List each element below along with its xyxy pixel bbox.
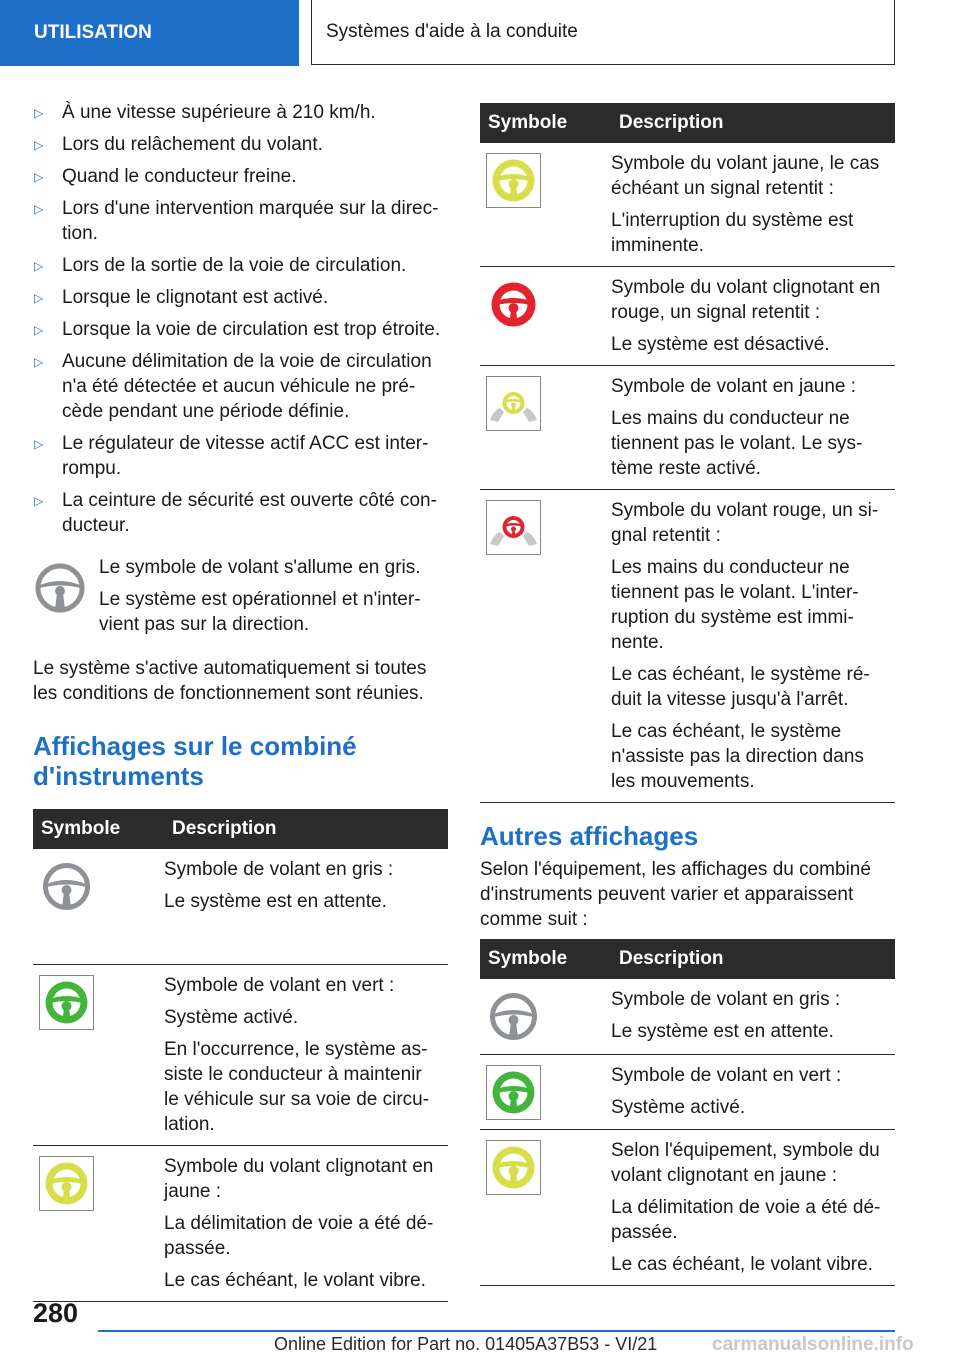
table-row <box>480 1129 895 1285</box>
description-line: La délimitation de voie a été dépassée. <box>611 1196 881 1243</box>
description-line: Système activé. <box>164 1006 299 1028</box>
description-line: Le système est en attente. <box>611 1021 834 1042</box>
list-item: ▷ La ceinture de sécurité est ouverte côté conducteur. <box>34 490 437 536</box>
bullet-triangle-icon: ▷ <box>34 355 44 369</box>
steering-wheel-gray-icon <box>33 561 87 615</box>
description-line: Le cas échéant, le volant vibre. <box>164 1269 426 1291</box>
bullet-triangle-icon: ▷ <box>34 259 44 273</box>
list-item: ▷ Aucune délimitation de la voie de circulation n'a été détectée et aucun véhicule ne précède pendant une période définie. <box>34 351 432 422</box>
description-line: Symbole du volant jaune, le cas échéant un signal retentit : <box>611 153 880 199</box>
page-header <box>0 0 960 66</box>
note-line: Le symbole de volant s'allume en gris. <box>99 557 421 578</box>
deactivation-conditions-list <box>33 100 448 545</box>
description-line: Le cas échéant, le système réduit la vitesse jusqu'à l'arrêt. <box>611 664 870 710</box>
list-item: ▷ Lorsque la voie de circulation est trop étroite. <box>33 317 448 342</box>
note-line: Le système est opérationnel et n'intervient pas sur la direction. <box>99 589 421 635</box>
chapter-title: Systèmes d'aide à la conduite <box>311 0 895 65</box>
description-line: Symbole de volant en vert : <box>164 974 395 996</box>
table-row <box>480 143 895 267</box>
description-line: Symbole de volant en gris : <box>611 989 841 1010</box>
table-row <box>33 964 448 1145</box>
bullet-triangle-icon: ▷ <box>34 138 44 152</box>
watermark: carmanualsonline.info <box>712 1334 914 1355</box>
description-line: Le cas échéant, le système n'assiste pas la direction dans les mouvements. <box>611 721 864 792</box>
col-header-description: Description <box>611 103 895 143</box>
description-line: Les mains du conducteur ne tiennent pas le volant. Le système reste activé. <box>611 408 863 479</box>
list-item: ▷ Lors du relâchement du volant. <box>33 132 448 157</box>
alert-symbols-table <box>480 103 895 803</box>
table-row <box>33 1145 448 1301</box>
list-item: ▷ À une vitesse supérieure à 210 km/h. <box>33 100 448 125</box>
description-line: Les mains du conducteur ne tiennent pas le volant. L'interruption du système est imminente. <box>611 557 859 653</box>
steering-wheel-hands-yellow-icon <box>486 376 541 431</box>
description-line: Symbole du volant clignotant en jaune : <box>164 1155 434 1202</box>
section-title: UTILISATION <box>0 0 299 66</box>
description-line: Symbole du volant clignotant en rouge, un signal retentit : <box>611 277 881 323</box>
auto-activation-paragraph: Le système s'active automatiquement si toutes les conditions de fonctionnement sont réunies. <box>33 658 427 704</box>
list-item: ▷ Lorsque le clignotant est activé. <box>33 285 448 310</box>
other-displays-heading: Autres affichages <box>480 821 699 851</box>
description-line: En l'occurrence, le système assiste le conducteur à maintenir le véhicule sur sa voie de circulation. <box>164 1038 430 1135</box>
description-line: La délimitation de voie a été dépassée. <box>164 1212 434 1259</box>
description-line: Le système est en attente. <box>164 891 387 912</box>
bullet-triangle-icon: ▷ <box>34 437 44 451</box>
description-line: Symbole de volant en vert : <box>611 1064 842 1086</box>
table-row <box>480 366 895 490</box>
list-item: ▷ Lors d'une intervention marquée sur la direction. <box>34 198 439 244</box>
bullet-triangle-icon: ▷ <box>34 323 44 337</box>
table-row <box>480 979 895 1054</box>
cluster-heading: Affichages sur le combiné d'instruments <box>33 731 357 791</box>
steering-wheel-yellow-icon <box>39 1156 94 1211</box>
bullet-triangle-icon: ▷ <box>34 202 44 216</box>
description-line: Selon l'équipement, symbole du volant clignotant en jaune : <box>611 1139 880 1186</box>
bullet-triangle-icon: ▷ <box>34 494 44 508</box>
description-line: Symbole du volant rouge, un signal retentit : <box>611 500 879 546</box>
gray-wheel-note <box>33 555 448 644</box>
steering-wheel-hands-red-icon <box>486 500 541 555</box>
description-line: Symbole de volant en gris : <box>164 859 394 880</box>
steering-wheel-yellow-icon <box>486 153 541 208</box>
steering-wheel-red-icon <box>486 277 541 332</box>
col-header-symbol: Symbole <box>480 103 611 143</box>
description-line: Système activé. <box>611 1096 746 1118</box>
description-line: Le système est désactivé. <box>611 334 830 355</box>
steering-wheel-green-icon <box>39 975 94 1030</box>
edition-text: Online Edition for Part no. 01405A37B53 - VI/21 <box>274 1334 658 1354</box>
steering-wheel-green-icon <box>486 1065 541 1120</box>
bullet-triangle-icon: ▷ <box>34 291 44 305</box>
table-row <box>33 849 448 964</box>
table-header-row <box>480 939 895 979</box>
table-row <box>480 1054 895 1129</box>
steering-wheel-yellow-icon <box>486 1140 541 1195</box>
col-header-description: Description <box>611 939 895 979</box>
page-number: 280 <box>33 1298 79 1328</box>
steering-wheel-gray-icon <box>39 859 94 914</box>
other-symbols-table <box>480 939 895 1286</box>
other-displays-intro: Selon l'équipement, les affichages du combiné d'instruments peuvent varier et apparaissent comme suit : <box>480 859 871 930</box>
table-row <box>480 267 895 366</box>
description-line: Symbole de volant en jaune : <box>611 376 857 397</box>
description-line: L'interruption du système est imminente. <box>611 210 854 256</box>
table-row <box>480 490 895 803</box>
table-header-row <box>33 809 448 849</box>
list-item: ▷ Le régulateur de vitesse actif ACC est interrompu. <box>34 433 429 479</box>
bullet-triangle-icon: ▷ <box>34 170 44 184</box>
description-line: Le cas échéant, le volant vibre. <box>611 1253 873 1275</box>
col-header-description: Description <box>164 809 448 849</box>
cluster-symbols-table <box>33 809 448 1302</box>
bullet-triangle-icon: ▷ <box>34 106 44 120</box>
list-item: ▷ Quand le conducteur freine. <box>33 164 448 189</box>
footer-divider <box>98 1330 895 1332</box>
col-header-symbol: Symbole <box>33 809 164 849</box>
list-item: ▷ Lors de la sortie de la voie de circulation. <box>33 253 448 278</box>
col-header-symbol: Symbole <box>480 939 611 979</box>
table-header-row <box>480 103 895 143</box>
steering-wheel-gray-icon <box>486 989 541 1044</box>
